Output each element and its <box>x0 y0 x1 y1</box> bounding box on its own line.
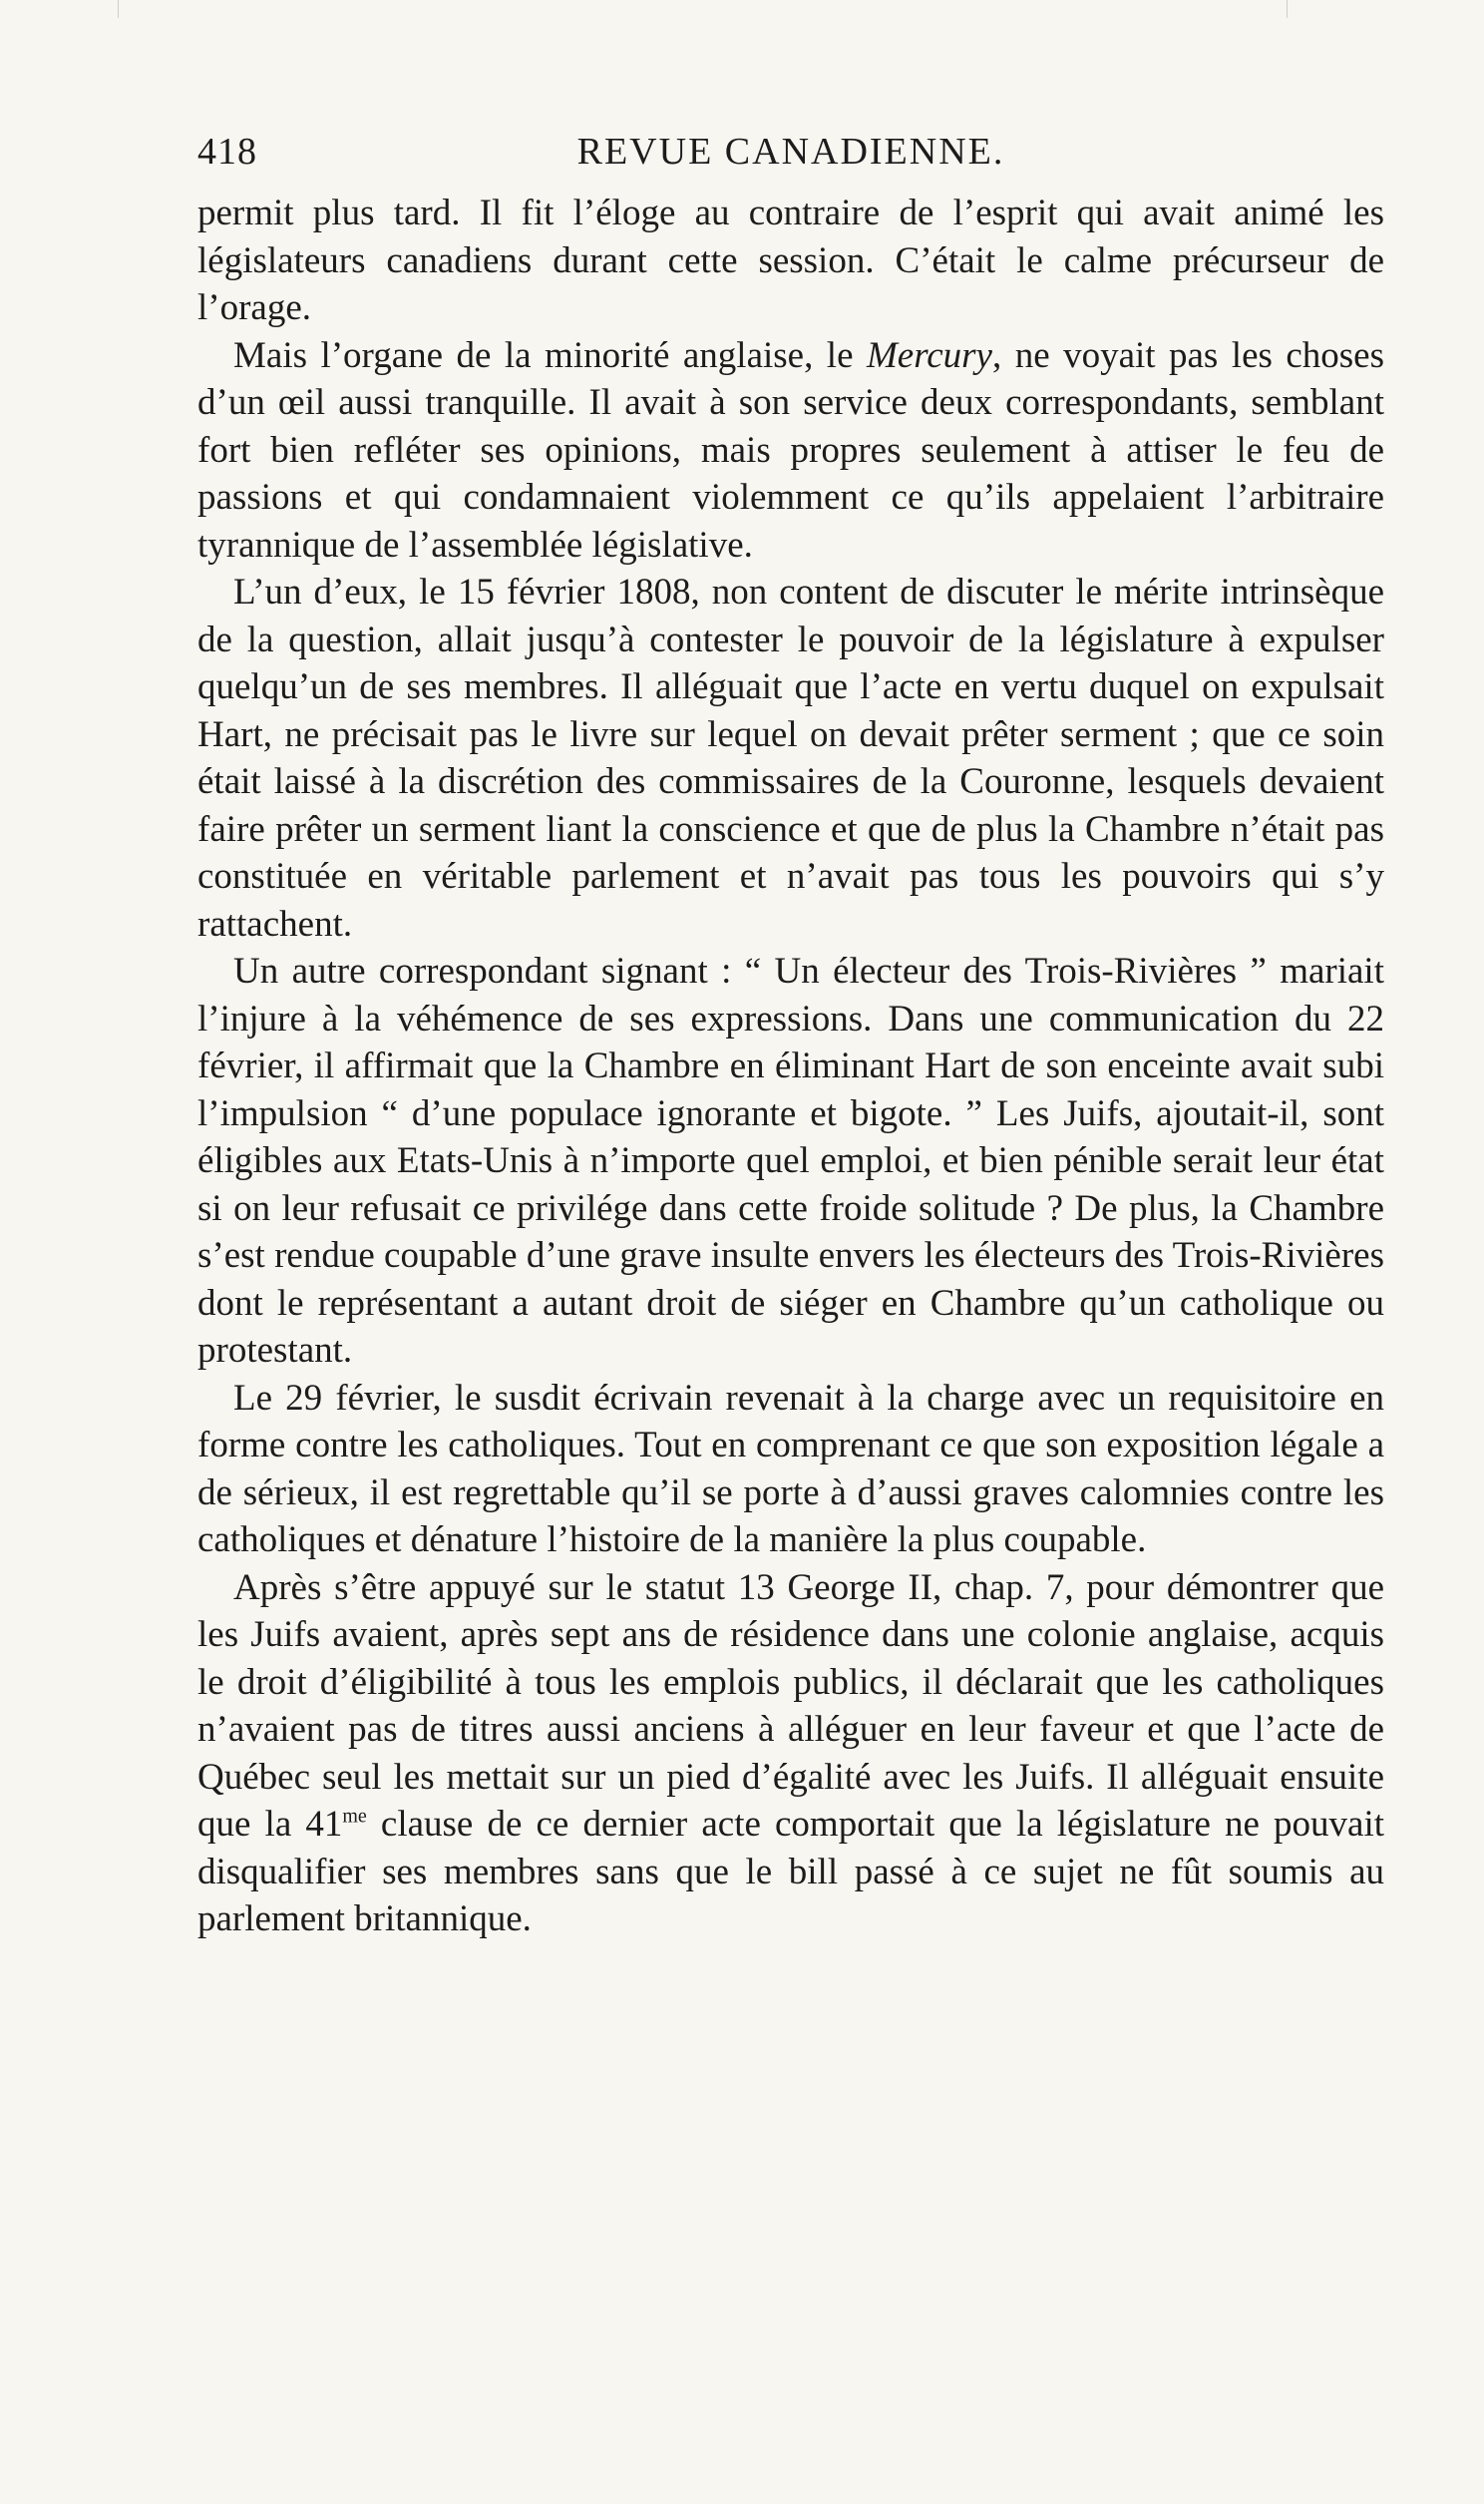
paragraph-2-text-b: , ne voyait pas les choses d’un œil aussi tranquille. Il avait à son service deux correspondants, semblant fort bien refléter ses opinions, mais propres seulement à attiser le feu de passions et qui condamnaient violemment ce qu’ils appelaient l’arbitraire tyrannique de l’assemblée législative. <box>197 334 1384 566</box>
paragraph-6-text-b: clause de ce dernier acte comportait que la législature ne pouvait disqualifier ses membres sans que le bill passé à ce sujet ne fût soumis au parlement britannique. <box>197 1804 1385 1939</box>
page-edge-mark <box>1287 0 1288 18</box>
paragraph-1: permit plus tard. Il fit l’éloge au contraire de l’esprit qui avait animé les législateurs canadiens durant cette session. C’était le calme précurseur de l’orage. <box>197 193 1384 328</box>
page-number: 418 <box>197 131 257 173</box>
running-title: REVUE CANADIENNE. <box>576 131 1005 173</box>
book-page <box>197 130 1384 1943</box>
newspaper-title: Mercury <box>866 334 992 376</box>
ordinal-suffix: me <box>342 1805 367 1828</box>
running-head <box>197 130 1384 190</box>
paragraph-2-text-a: Mais l’organe de la minorité anglaise, le <box>233 334 867 376</box>
paragraph-6 <box>197 1564 1384 1943</box>
paragraph-5: Le 29 février, le susdit écrivain revenait à la charge avec un requisitoire en forme contre les catholiques. Tout en comprenant ce que son exposition légale a de sérieux, il est regrettable qu’il se porte à d’aussi graves calomnies contre les catholiques et dénature l’histoire de la manière la plus coupable. <box>197 1377 1384 1560</box>
body-text <box>197 190 1384 1943</box>
paragraph-2 <box>197 332 1384 570</box>
page-edge-mark <box>118 0 119 18</box>
paragraph-3: L’un d’eux, le 15 février 1808, non content de discuter le mérite intrinsèque de la question, allait jusqu’à contester le pouvoir de la législature à expulser quelqu’un de ses membres. Il alléguait que l’acte en vertu duquel on expulsait Hart, ne précisait pas le livre sur lequel on devait prêter serment ; que ce soin était laissé à la discrétion des commissaires de la Couronne, lesquels devaient faire prêter un serment liant la conscience et que de plus la Chambre n’était pas constituée en véritable parlement et n’avait pas tous les pouvoirs qui s’y rattachent. <box>197 572 1384 945</box>
paragraph-4: Un autre correspondant signant : “ Un électeur des Trois-Rivières ” mariait l’injure à la véhémence de ses expressions. Dans une communication du 22 février, il affirmait que la Chambre en éliminant Hart de son enceinte avait subi l’impulsion “ d’une populace ignorante et bigote. ” Les Juifs, ajoutait-il, sont éligibles aux Etats-Unis à n’importe quel emploi, et bien pénible serait leur état si on leur refusait ce privilége dans cette froide solitude ? De plus, la Chambre s’est rendue coupable d’une grave insulte envers les électeurs des Trois-Rivières dont le représentant a autant droit de siéger en Chambre qu’un catholique ou protestant. <box>197 951 1384 1371</box>
paragraph-6-text-a: Après s’être appuyé sur le statut 13 George II, chap. 7, pour démontrer que les Juifs avaient, après sept ans de résidence dans une colonie anglaise, acquis le droit d’éligibilité à tous les emplois publics, il déclarait que les catholiques n’avaient pas de titres aussi anciens à alléguer en leur faveur et que l’acte de Québec seul les mettait sur un pied d’égalité avec les Juifs. Il alléguait ensuite que la 41 <box>197 1566 1384 1845</box>
